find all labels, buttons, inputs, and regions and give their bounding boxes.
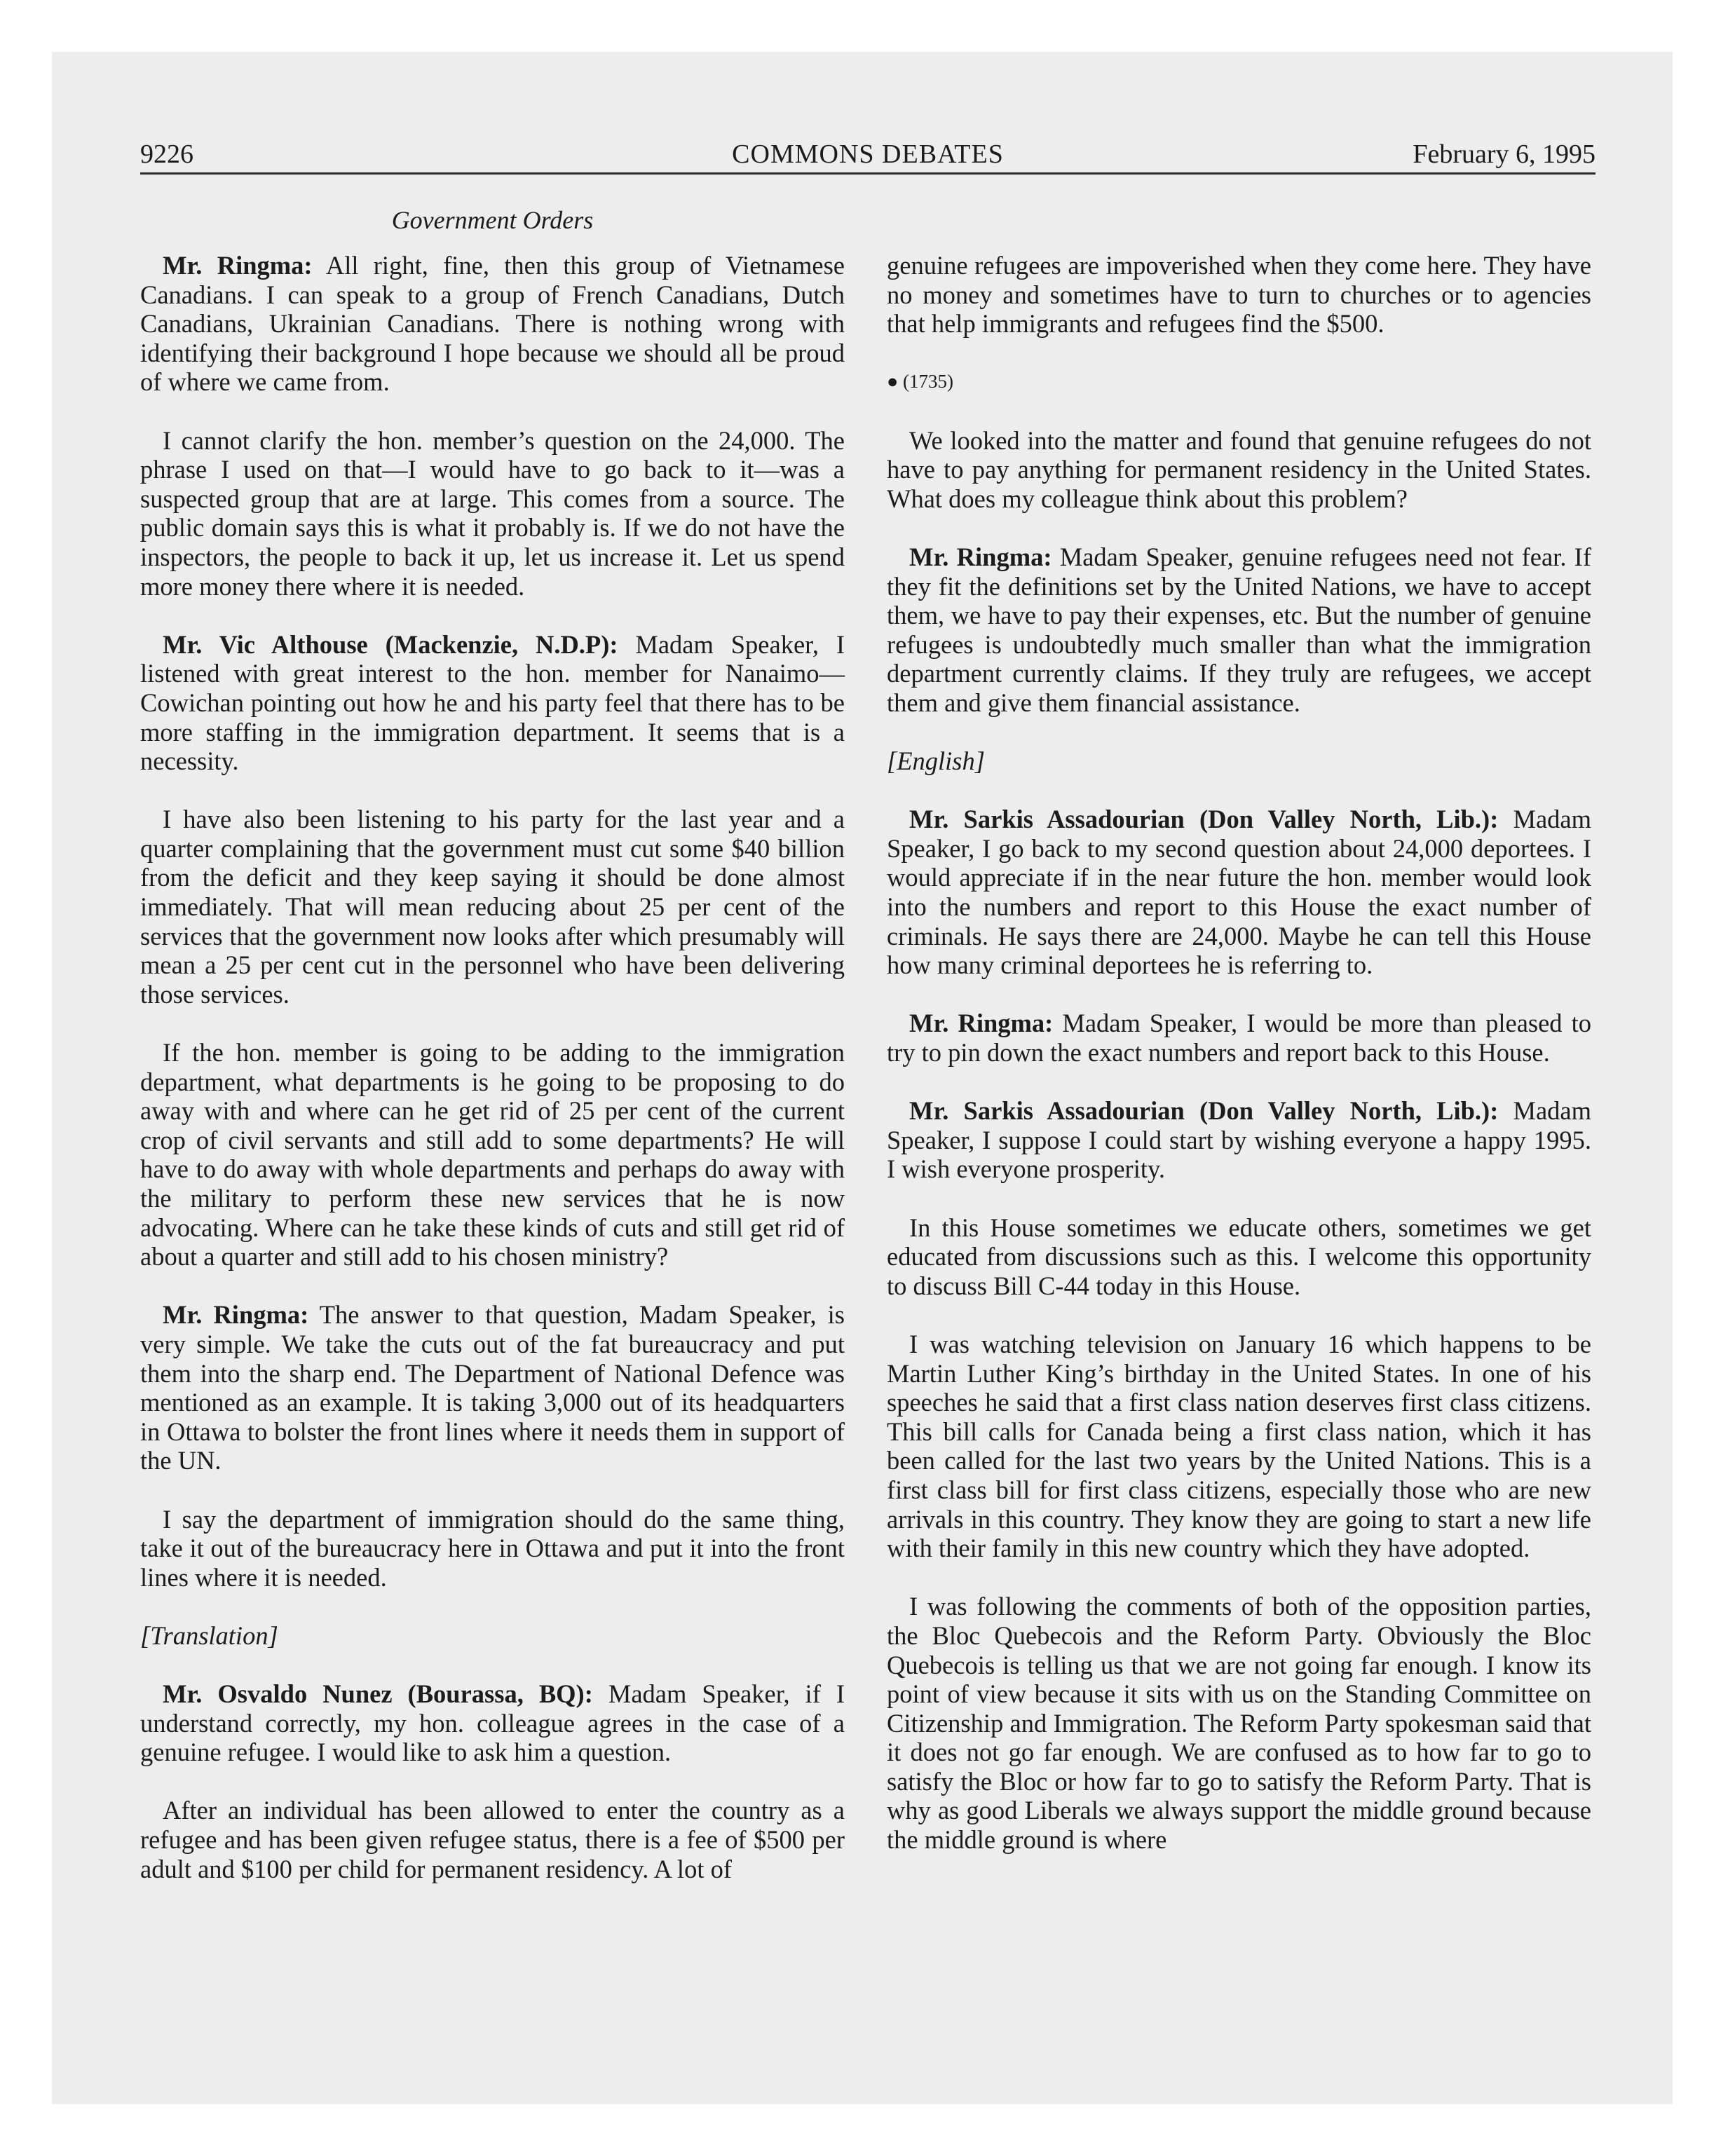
paragraph-text: After an individual has been allowed to enter the country as a refugee and has been given refugee status, there is a fee of $500 per adult and $100 per child for permanent residency. A lot of [140,1796,845,1883]
paragraph [140,251,845,397]
paragraph [140,805,845,1009]
paragraph [887,1096,1591,1184]
paragraph-text: Madam Speaker, I listened with great interest to the hon. member for Nanaimo—Cowichan pointing out how he and his party feel that there has to be more staffing in the immigration department. It seems that is a necessity. [140,629,845,776]
speaker-name: Mr. Sarkis Assadourian (Don Valley North, Lib.): [909,1096,1499,1126]
paragraph [140,1679,845,1767]
paragraph [887,1330,1591,1563]
paragraph [140,1038,845,1271]
section-title: Government Orders [391,206,594,234]
language-tag: [English] [887,746,985,776]
paragraph-text: If the hon. member is going to be adding to the immigration department, what departments is he going to be proposing to do away with and where can he get rid of 25 per cent of the current crop of civil servants and still add to some departments? He will have to do away with whole departments and perhaps do away with the military to perform these new services that he is now advocating. Where can he take these kinds of cuts and still get rid of about a quarter and still add to his chosen ministry? [140,1038,845,1271]
speaker-name: Mr. Ringma: [909,1009,1054,1038]
paragraph-text: Madam Speaker, I would be more than pleased to try to pin down the exact numbers and report back to this House. [887,1009,1591,1067]
publication-title: COMMONS DEBATES [732,139,1004,169]
paragraph-text: I cannot clarify the hon. member’s question on the 24,000. The phrase I used on that—I would have to go back to it—was a suspected group that are at large. This comes from a source. The public domain says this is what it probably is. If we do not have the inspectors, the people to back it up, let us increase it. Let us spend more money there where it is needed. [140,425,845,601]
paragraph [140,630,845,776]
speaker-name: Mr. Osvaldo Nunez (Bourassa, BQ): [163,1679,593,1709]
speaker-name: Mr. Vic Althouse (Mackenzie, N.D.P): [163,629,618,659]
page-number: 9226 [140,139,193,169]
header-rule [140,172,1595,175]
paragraph-text: I was watching television on January 16 which happens to be Martin Luther King’s birthday in the United States. In one of his speeches he said that a first class nation deserves first class citizens. This bill calls for Canada being a first class nation, which it has been called for the last two years by the United Nations. This is a first class bill for first class citizens, especially those who are new arrivals in this country. They know they are going to start a new life with their family in this new country which they have adopted. [887,1329,1591,1563]
paragraph-text: Madam Speaker, if I understand correctly, my hon. colleague agrees in the case of a genuine refugee. I would like to ask him a question. [140,1679,845,1767]
paragraph [887,1213,1591,1301]
paragraph [887,251,1591,339]
paragraph-text: Madam Speaker, I go back to my second question about 24,000 deportees. I would appreciate if in the near future the hon. member would look into the numbers and report to this House the exact number of criminals. He says there are 24,000. Maybe he can tell this House how many criminal deportees he is referring to. [887,805,1591,980]
paragraph-text: Madam Speaker, genuine refugees need not fear. If they fit the definitions set by the United Nations, we have to accept them, we have to pay their expenses, etc. But the number of genuine refugees is undoubtedly much smaller than what the immigration department currently claims. If they truly are refugees, we accept them and give them financial assistance. [887,542,1591,717]
paragraph [887,1592,1591,1854]
paragraph-text: I say the department of immigration should do the same thing, take it out of the bureaucracy here in Ottawa and put it into the front lines where it is needed. [140,1504,845,1592]
paragraph-text: All right, fine, then this group of Vietnamese Canadians. I can speak to a group of French Canadians, Dutch Canadians, Ukrainian Canadians. There is nothing wrong with identifying their background I hope because we should all be proud of where we came from. [140,251,845,397]
paragraph [887,1009,1591,1067]
language-tag: [Translation] [140,1621,278,1650]
paragraph [140,1796,845,1883]
paragraph-text: I have also been listening to his party for the last year and a quarter complaining that the government must cut some $40 billion from the deficit and they keep saying it should be done almost immediately. That will mean reducing about 25 per cent of the services that the government now looks after which presumably will mean a 25 per cent cut in the personnel who have been delivering those services. [140,805,845,1009]
paragraph-text: Madam Speaker, I suppose I could start by wishing everyone a happy 1995. I wish everyone prosperity. [887,1096,1591,1184]
paragraph [887,543,1591,718]
left-column [140,251,845,1913]
speaker-name: Mr. Ringma: [163,1300,309,1330]
speaker-name: Mr. Ringma: [909,542,1052,571]
paragraph-text: We looked into the matter and found that genuine refugees do not have to pay anything for permanent residency in the United States. What does my colleague think about this problem? [887,425,1591,513]
paragraph [140,1505,845,1592]
paragraph [140,1300,845,1475]
right-column [887,251,1591,1883]
page-header [140,133,1595,175]
paragraph-text: In this House sometimes we educate others, sometimes we get educated from discussions such as this. I welcome this opportunity to discuss Bill C-44 today in this House. [887,1213,1591,1300]
paragraph [140,426,845,601]
speaker-name: Mr. Ringma: [163,251,313,280]
publication-date: February 6, 1995 [1413,139,1595,169]
paragraph [887,426,1591,514]
paragraph-text: genuine refugees are impoverished when they come here. They have no money and sometimes have to turn to churches or to agencies that help immigrants and refugees find the $500. [887,251,1591,339]
paragraph-text: The answer to that question, Madam Speaker, is very simple. We take the cuts out of the fat bureaucracy and put them into the sharp end. The Department of National Defence was mentioned as an example. It is taking 3,000 out of its headquarters in Ottawa to bolster the front lines where it needs them in support of the UN. [140,1300,845,1475]
paragraph-text: I was following the comments of both of the opposition parties, the Bloc Quebecois and the Reform Party. Obviously the Bloc Quebecois is telling us that we are not going far enough. I know its point of view because it sits with us on the Standing Committee on Citizenship and Immigration. The Reform Party spokesman said that it does not go far enough. We are confused as to how far to go to satisfy the Bloc or how far to go to satisfy the Reform Party. That is why as good Liberals we always support the middle ground because the middle ground is where [887,1592,1591,1855]
paragraph [887,805,1591,980]
time-marker: ● (1735) [887,371,954,393]
speaker-name: Mr. Sarkis Assadourian (Don Valley North, Lib.): [909,805,1499,834]
